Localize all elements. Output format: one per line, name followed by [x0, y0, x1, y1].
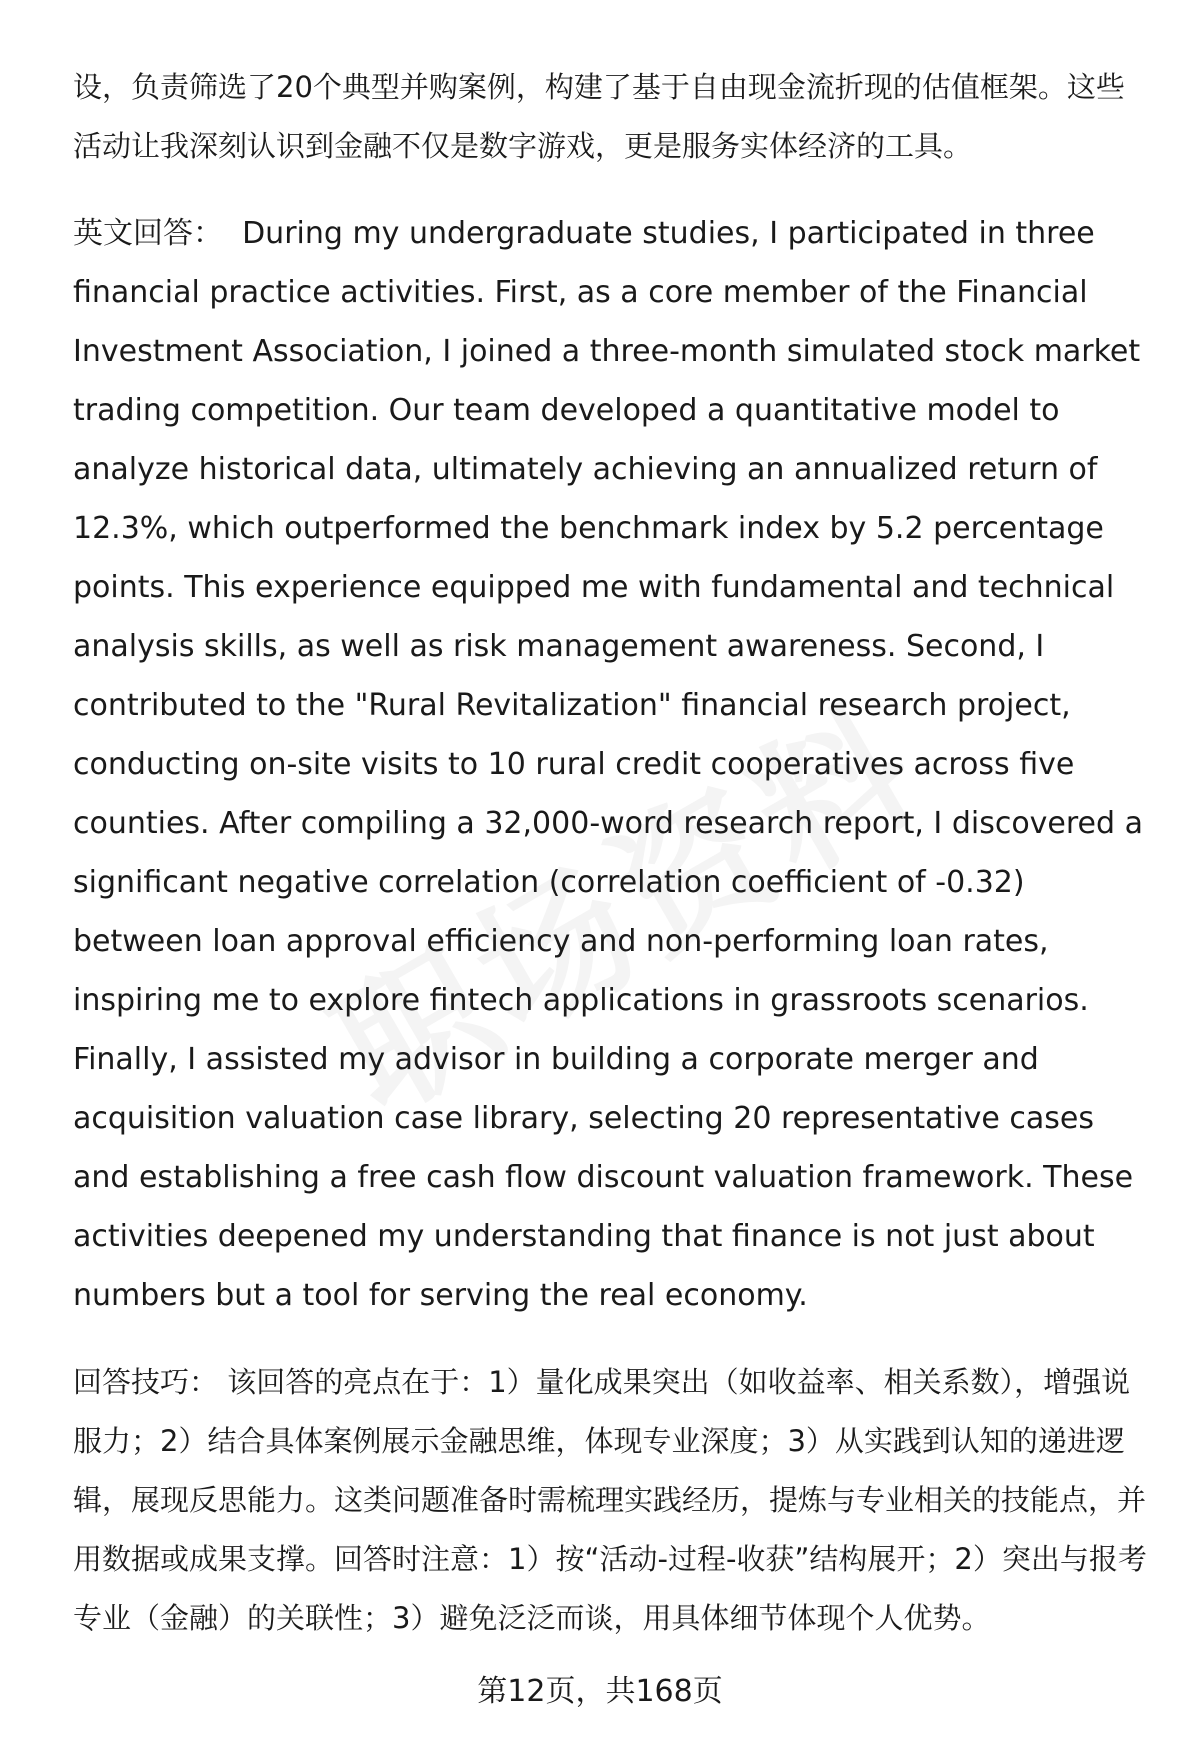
- tips-paragraph: [73, 1353, 1153, 1648]
- english-answer-label: 英文回答：: [73, 216, 223, 251]
- page-indicator: 第12页，共168页: [477, 1674, 723, 1709]
- tips-label: 回答技巧：: [73, 1365, 219, 1399]
- document-body: [73, 58, 1153, 1648]
- english-answer-paragraph: [73, 204, 1153, 1325]
- tips-text: 该回答的亮点在于：1）量化成果突出（如收益率、相关系数），增强说服力；2）结合具体案例展示金融思维，体现专业深度；3）从实践到认知的递进逻辑，展现反思能力。这类问题准备时需梳理实践经历，提炼与专业相关的技能点，并用数据或成果支撑。回答时注意：1）按“活动-过程-收获”结构展开；2）突出与报考专业（金融）的关联性；3）避免泛泛而谈，用具体细节体现个人优势。: [73, 1365, 1147, 1635]
- intro-paragraph: 设，负责筛选了20个典型并购案例，构建了基于自由现金流折现的估值框架。这些活动让我深刻认识到金融不仅是数字游戏，更是服务实体经济的工具。: [73, 70, 1125, 163]
- paragraph-gap: [73, 1325, 1153, 1353]
- english-answer-text: During my undergraduate studies, I participated in three financial practice activities. First, as a core member of the Financial Investment Association, I joined a three-month simulated stock market trading competition. Our team developed a quantitative model to analyze historical data, ultimately achieving an annualized return of 12.3%, which outperformed the benchmark index by 5.2 percentage points. This experience equipped me with fundamental and technical analysis skills, as well as risk management awareness. Second, I contributed to the "Rural Revitalization" financial research project, conducting on-site visits to 10 rural credit cooperatives across five counties. After compiling a 32,000-word research report, I discovered a significant negative correlation (correlation coefficient of -0.32) between loan approval efficiency and non-performing loan rates, inspiring me to explore fintech applications in grassroots scenarios. Finally, I assisted my advisor in building a corporate merger and acquisition valuation case library, selecting 20 representative cases and establishing a free cash flow discount valuation framework. These activities deepened my understanding that finance is not just about numbers but a tool for serving the real economy.: [73, 216, 1153, 1313]
- paragraph-gap: [73, 176, 1153, 204]
